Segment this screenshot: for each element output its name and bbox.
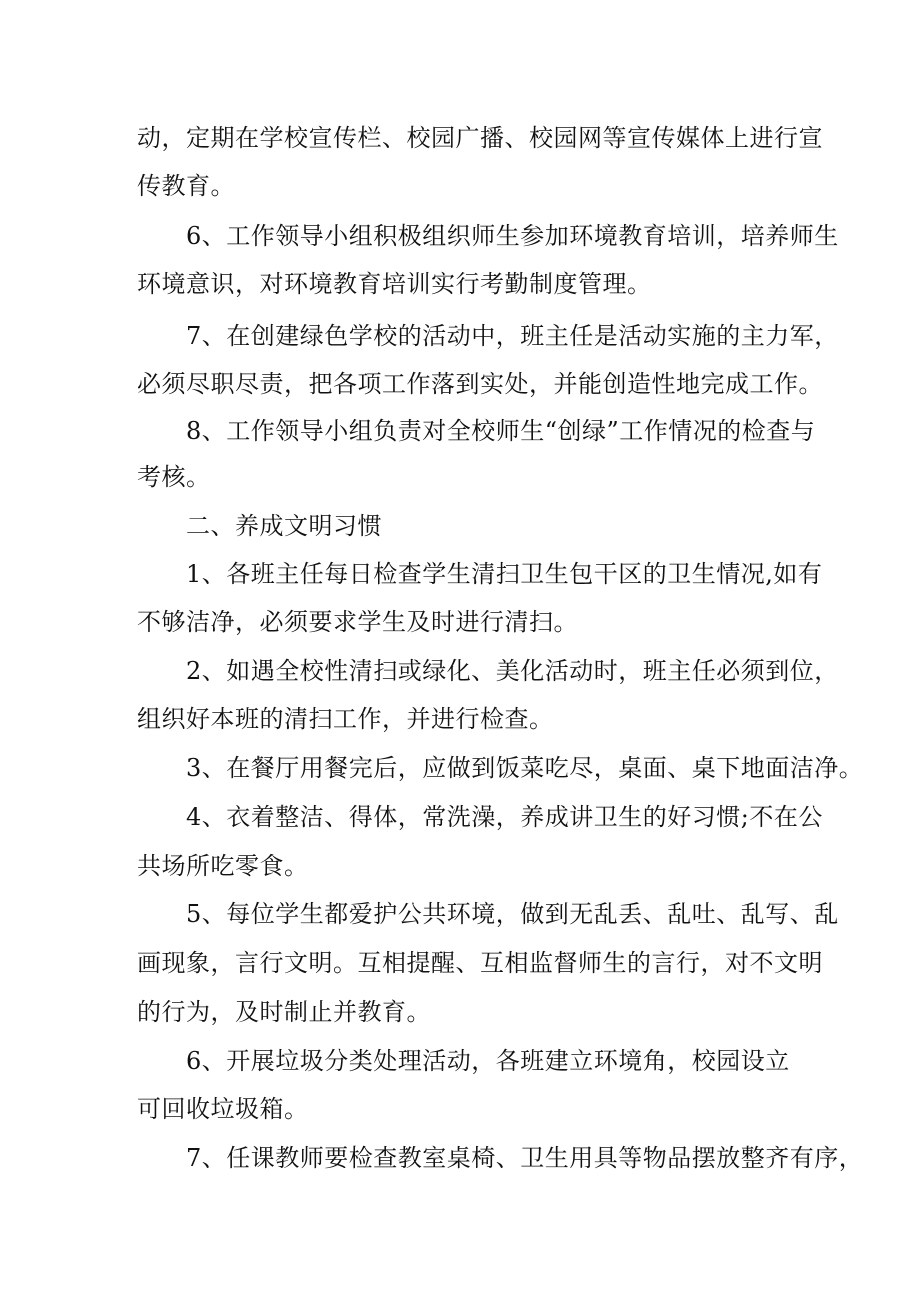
- text-line: 环境意识，对环境教育培训实行考勤制度管理。: [137, 270, 652, 298]
- text-line: 共场所吃零食。: [137, 852, 309, 880]
- section-heading: 二、养成文明习惯: [186, 512, 382, 540]
- text-line: 可回收垃圾箱。: [137, 1095, 309, 1123]
- text-line: 不够洁净，必须要求学生及时进行清扫。: [137, 608, 578, 636]
- list-item-start: 6、开展垃圾分类处理活动，各班建立环境角，校园设立: [186, 1047, 790, 1075]
- list-item-start: 6、工作领导小组积极组织师生参加环境教育培训，培养师生: [186, 222, 839, 250]
- text-line: 组织好本班的清扫工作，并进行检查。: [137, 705, 554, 733]
- text-line: 传教育。: [137, 172, 235, 200]
- list-item-start: 7、任课教师要检查教室桌椅、卫生用具等物品摆放整齐有序，: [186, 1144, 864, 1172]
- text-line: 考核。: [137, 463, 211, 491]
- text-line: 必须尽职尽责，把各项工作落到实处，并能创造性地完成工作。: [137, 370, 823, 398]
- list-item-start: 8、工作领导小组负责对全校师生“创绿”工作情况的检查与: [186, 417, 816, 445]
- list-item-start: 3、在餐厅用餐完后，应做到饭菜吃尽，桌面、桌下地面洁净。: [186, 754, 864, 782]
- list-item-start: 4、衣着整洁、得体，常洗澡，养成讲卫生的好习惯;不在公: [186, 803, 823, 831]
- list-item-start: 1、各班主任每日检查学生清扫卫生包干区的卫生情况,如有: [186, 560, 823, 588]
- list-item-start: 7、在创建绿色学校的活动中，班主任是活动实施的主力军，: [186, 322, 839, 350]
- list-item-start: 5、每位学生都爱护公共环境，做到无乱丢、乱吐、乱写、乱: [186, 900, 839, 928]
- text-line: 的行为，及时制止并教育。: [137, 998, 431, 1026]
- list-item-start: 2、如遇全校性清扫或绿化、美化活动时，班主任必须到位，: [186, 657, 839, 685]
- text-line: 画现象，言行文明。互相提醒、互相监督师生的言行，对不文明: [137, 949, 823, 977]
- text-line: 动，定期在学校宣传栏、校园广播、校园网等宣传媒体上进行宣: [137, 124, 823, 152]
